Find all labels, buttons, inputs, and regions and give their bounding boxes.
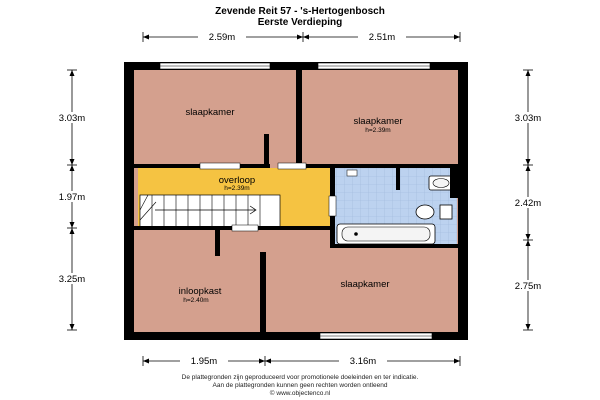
wall-closet-stub <box>215 226 220 256</box>
room-slaapkamer-south: slaapkamer <box>340 279 390 290</box>
top-dim-left: 2.59m <box>208 32 236 43</box>
right-dimensions <box>508 70 548 330</box>
wall-bathroom-south <box>330 244 458 248</box>
address-title: Zevende Reit 57 - 's-Hertogenbosch <box>215 6 385 17</box>
wall-bedroom-divider <box>296 62 302 167</box>
room-slaapkamer-nw: slaapkamer <box>185 107 235 118</box>
wall-west <box>124 62 134 340</box>
room-overloop: overloop <box>218 175 256 186</box>
right-dim-2: 2.42m <box>514 198 542 209</box>
wall-bath-duct <box>450 168 458 198</box>
floor-title: Eerste Verdieping <box>257 17 343 28</box>
toilet <box>416 205 434 219</box>
copyright-line: © www.objectenco.nl <box>269 390 331 397</box>
room-overloop-height: h=2.39m <box>224 185 250 192</box>
room-inloopkast: inloopkast <box>178 286 222 297</box>
right-dim-1: 3.03m <box>514 113 542 124</box>
room-inloopkast-height: h=2.40m <box>183 297 209 304</box>
wall-bedroom2-south <box>290 164 458 168</box>
left-dimensions <box>52 70 92 330</box>
bottom-dimensions <box>143 355 460 367</box>
wall-bath-partition <box>396 168 400 190</box>
bottom-dim-left: 1.95m <box>190 356 218 367</box>
left-dim-1: 3.03m <box>58 113 86 124</box>
right-dim-3: 2.75m <box>514 281 542 292</box>
bottom-dim-right: 3.16m <box>349 356 377 367</box>
wall-east <box>458 62 468 340</box>
room-slaapkamer-ne-height: h=2.39m <box>365 127 391 134</box>
left-dim-3: 3.25m <box>58 274 86 285</box>
disclaimer-line-1: De plattegronden zijn geproduceerd voor promotionele doeleinden en ter indicatie. <box>181 374 419 381</box>
staircase <box>140 195 280 228</box>
left-dim-2: 1.97m <box>58 192 86 203</box>
disclaimer-line-2: Aan de plattegronden kunnen geen rechten worden ontleend <box>212 382 388 389</box>
room-slaapkamer-ne: slaapkamer <box>353 116 403 127</box>
wall-bedroom2-jamb <box>264 134 269 168</box>
wall-closet-east <box>260 252 266 336</box>
top-dim-right: 2.51m <box>368 32 396 43</box>
top-dimensions <box>143 31 460 43</box>
